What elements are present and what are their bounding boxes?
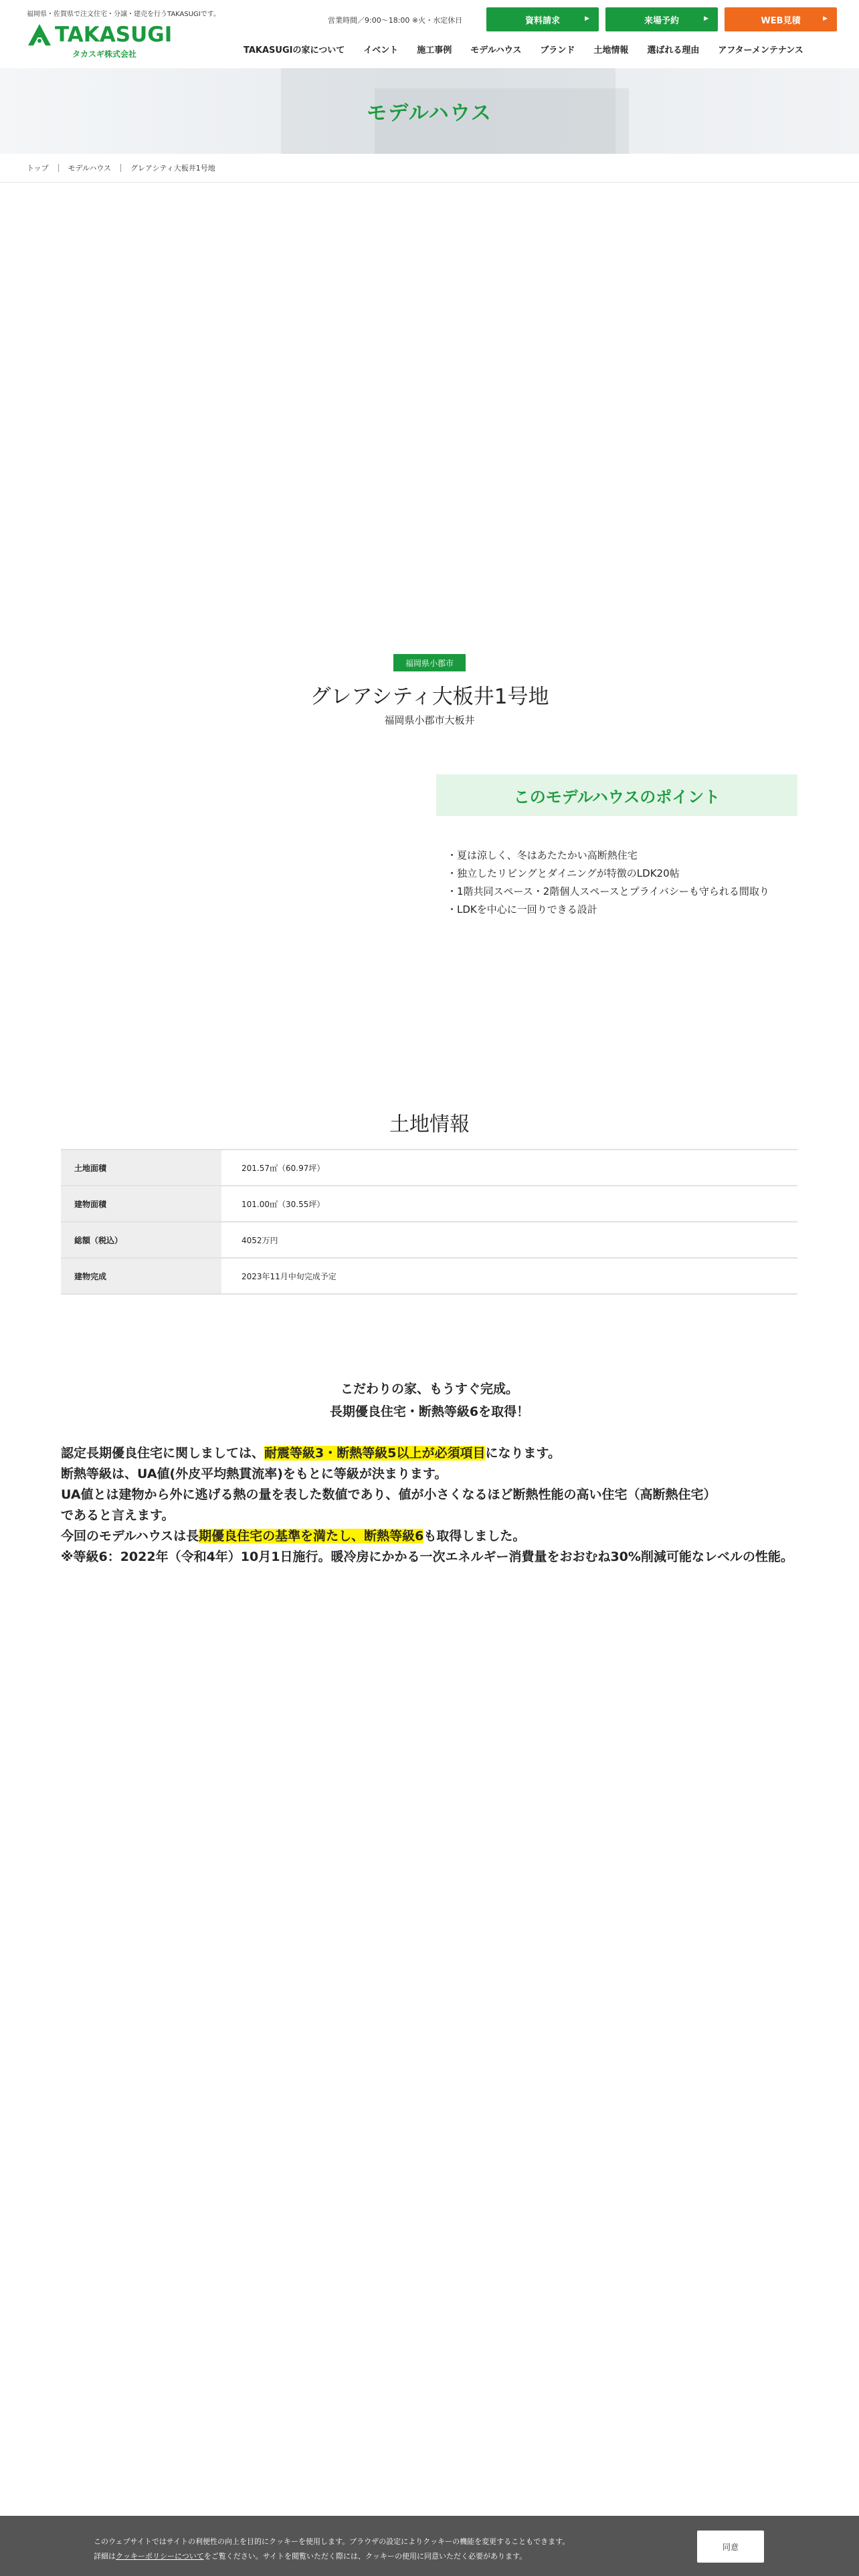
table-cell: 2023年11月中旬完成予定 [221,1258,797,1294]
table-row [61,1186,797,1222]
table-cell: 201.57㎡（60.97坪） [221,1150,797,1186]
page-hero [0,68,859,154]
cookie-line: このウェブサイトではサイトの利便性の向上を目的にクッキーを使用します。ブラウザの設定によりクッキーの機能を変更することもできます。 [94,2537,570,2546]
breadcrumb-current: グレアシティ大板井1号地 [130,164,215,173]
breadcrumb-model-house[interactable]: モデルハウス [68,164,112,173]
breadcrumb-home[interactable]: トップ [27,164,49,173]
cookie-text-part: をご覧ください。サイトを閲覧いただく際には、クッキーの使用に同意いただく必要があります。 [203,2552,527,2561]
request-documents-label: 資料請求 [524,15,560,26]
breadcrumb-separator [120,164,121,172]
message-lead [0,1378,859,1423]
breadcrumb [27,163,215,173]
divider [0,182,859,183]
web-quote-label: WEB見積 [761,15,801,26]
table-row [61,1258,797,1294]
caret-right-icon: ▶ [585,15,589,22]
nav-item-events[interactable]: イベント [363,45,399,56]
points-heading: このモデルハウスのポイント [436,774,797,816]
message-lead-line1: こだわりの家、もうすぐ完成。 [340,1382,518,1396]
cookie-line [94,2549,569,2564]
nav-item-land[interactable]: 土地情報 [593,45,629,56]
message-paragraph: 断熱等級は、UA値(外皮平均熱貫流率)をもとに等級が決まります。 [61,1467,448,1481]
property-address: 福岡県小郡市大板井 [384,714,475,726]
table-header-cell: 総額（税込） [61,1222,221,1258]
global-nav [234,44,813,58]
message-paragraph [61,1526,830,1547]
caret-right-icon: ▶ [823,15,828,22]
request-documents-button[interactable] [486,7,599,31]
list-item: ・独立したリビングとダイニングが特徴のLDK20帖 [447,867,680,879]
logo-mark-icon [27,23,52,48]
highlighted-text: 耐震等級3・断熱等級5以上が必須項目 [264,1446,486,1461]
table-header-cell: 土地面積 [61,1150,221,1186]
message-text: 認定長期優良住宅に関しましては、 [61,1446,265,1461]
message-paragraph [61,1443,830,1464]
site-logo[interactable] [27,23,173,59]
visit-reservation-label: 来場予約 [644,15,679,26]
nav-item-brand[interactable]: ブランド [540,45,575,56]
breadcrumb-separator [58,164,59,172]
message-body [61,1443,830,1568]
message-note: ※等級6：2022年（令和4年）10月1日施行。暖冷房にかかる一次エネルギー消費量をおおむね30%削減可能なレベルの性能。 [61,1549,793,1564]
logo-subtext: タカスギ株式会社 [72,49,137,59]
land-info-table [61,1149,797,1295]
cookie-agree-button[interactable]: 同意 [697,2531,764,2563]
nav-item-works[interactable]: 施工事例 [417,45,452,56]
nav-item-model-house[interactable]: モデルハウス [470,45,522,56]
list-item: ・1階共同スペース・2階個人スペースとプライバシーも守られる間取り [447,885,769,897]
land-info-title: 土地情報 [389,1113,470,1136]
table-cell: 101.00㎡（30.55坪） [221,1186,797,1222]
message-paragraph: UA値とは建物から外に逃げる熱の量を表した数値であり、値が小さくなるほど断熱性能の高い住宅（高断熱住宅） [61,1487,717,1502]
cookie-policy-link[interactable]: クッキーポリシーについて [116,2552,204,2561]
list-item: ・夏は涼しく、冬はあたたかい高断熱住宅 [447,849,638,861]
message-text: も取得しました。 [423,1529,526,1543]
prefecture-badge: 福岡県小郡市 [393,654,466,671]
message-paragraph: であると言えます。 [61,1508,175,1523]
logo-text: TAKASUGI [55,23,173,47]
table-row [61,1150,797,1186]
site-header [0,0,859,68]
table-row [61,1222,797,1258]
table-header-cell: 建物完成 [61,1258,221,1294]
nav-item-about[interactable]: TAKASUGIの家について [244,45,345,56]
message-text: になります。 [485,1446,561,1461]
table-header-cell: 建物面積 [61,1186,221,1222]
list-item: ・LDKを中心に一回りできる設計 [447,903,597,916]
property-title: グレアシティ大板井1号地 [310,685,549,709]
page-title: モデルハウス [367,102,492,125]
cookie-banner [0,2516,859,2576]
cookie-text-part: 詳細は [94,2552,116,2561]
cookie-text [94,2535,569,2564]
message-lead-line2: 長期優良住宅・断熱等級6を取得！ [329,1404,530,1419]
points-list [447,847,788,919]
table-cell: 4052万円 [221,1222,797,1258]
highlighted-text: 期優良住宅の基準を満たし、断熱等級6 [199,1529,424,1543]
message-text: 今回のモデルハウスは長 [61,1529,199,1543]
header-tagline: 福岡県・佐賀県で注文住宅・分譲・建売を行うTAKASUGIです。 [27,11,220,18]
nav-item-maintenance[interactable]: アフターメンテナンス [718,45,803,56]
visit-reservation-button[interactable] [605,7,718,31]
caret-right-icon: ▶ [704,15,708,22]
nav-item-reasons[interactable]: 選ばれる理由 [647,45,700,56]
business-hours: 営業時間／9:00〜18:00 ※火・水定休日 [328,16,463,25]
web-quote-button[interactable] [725,7,837,31]
